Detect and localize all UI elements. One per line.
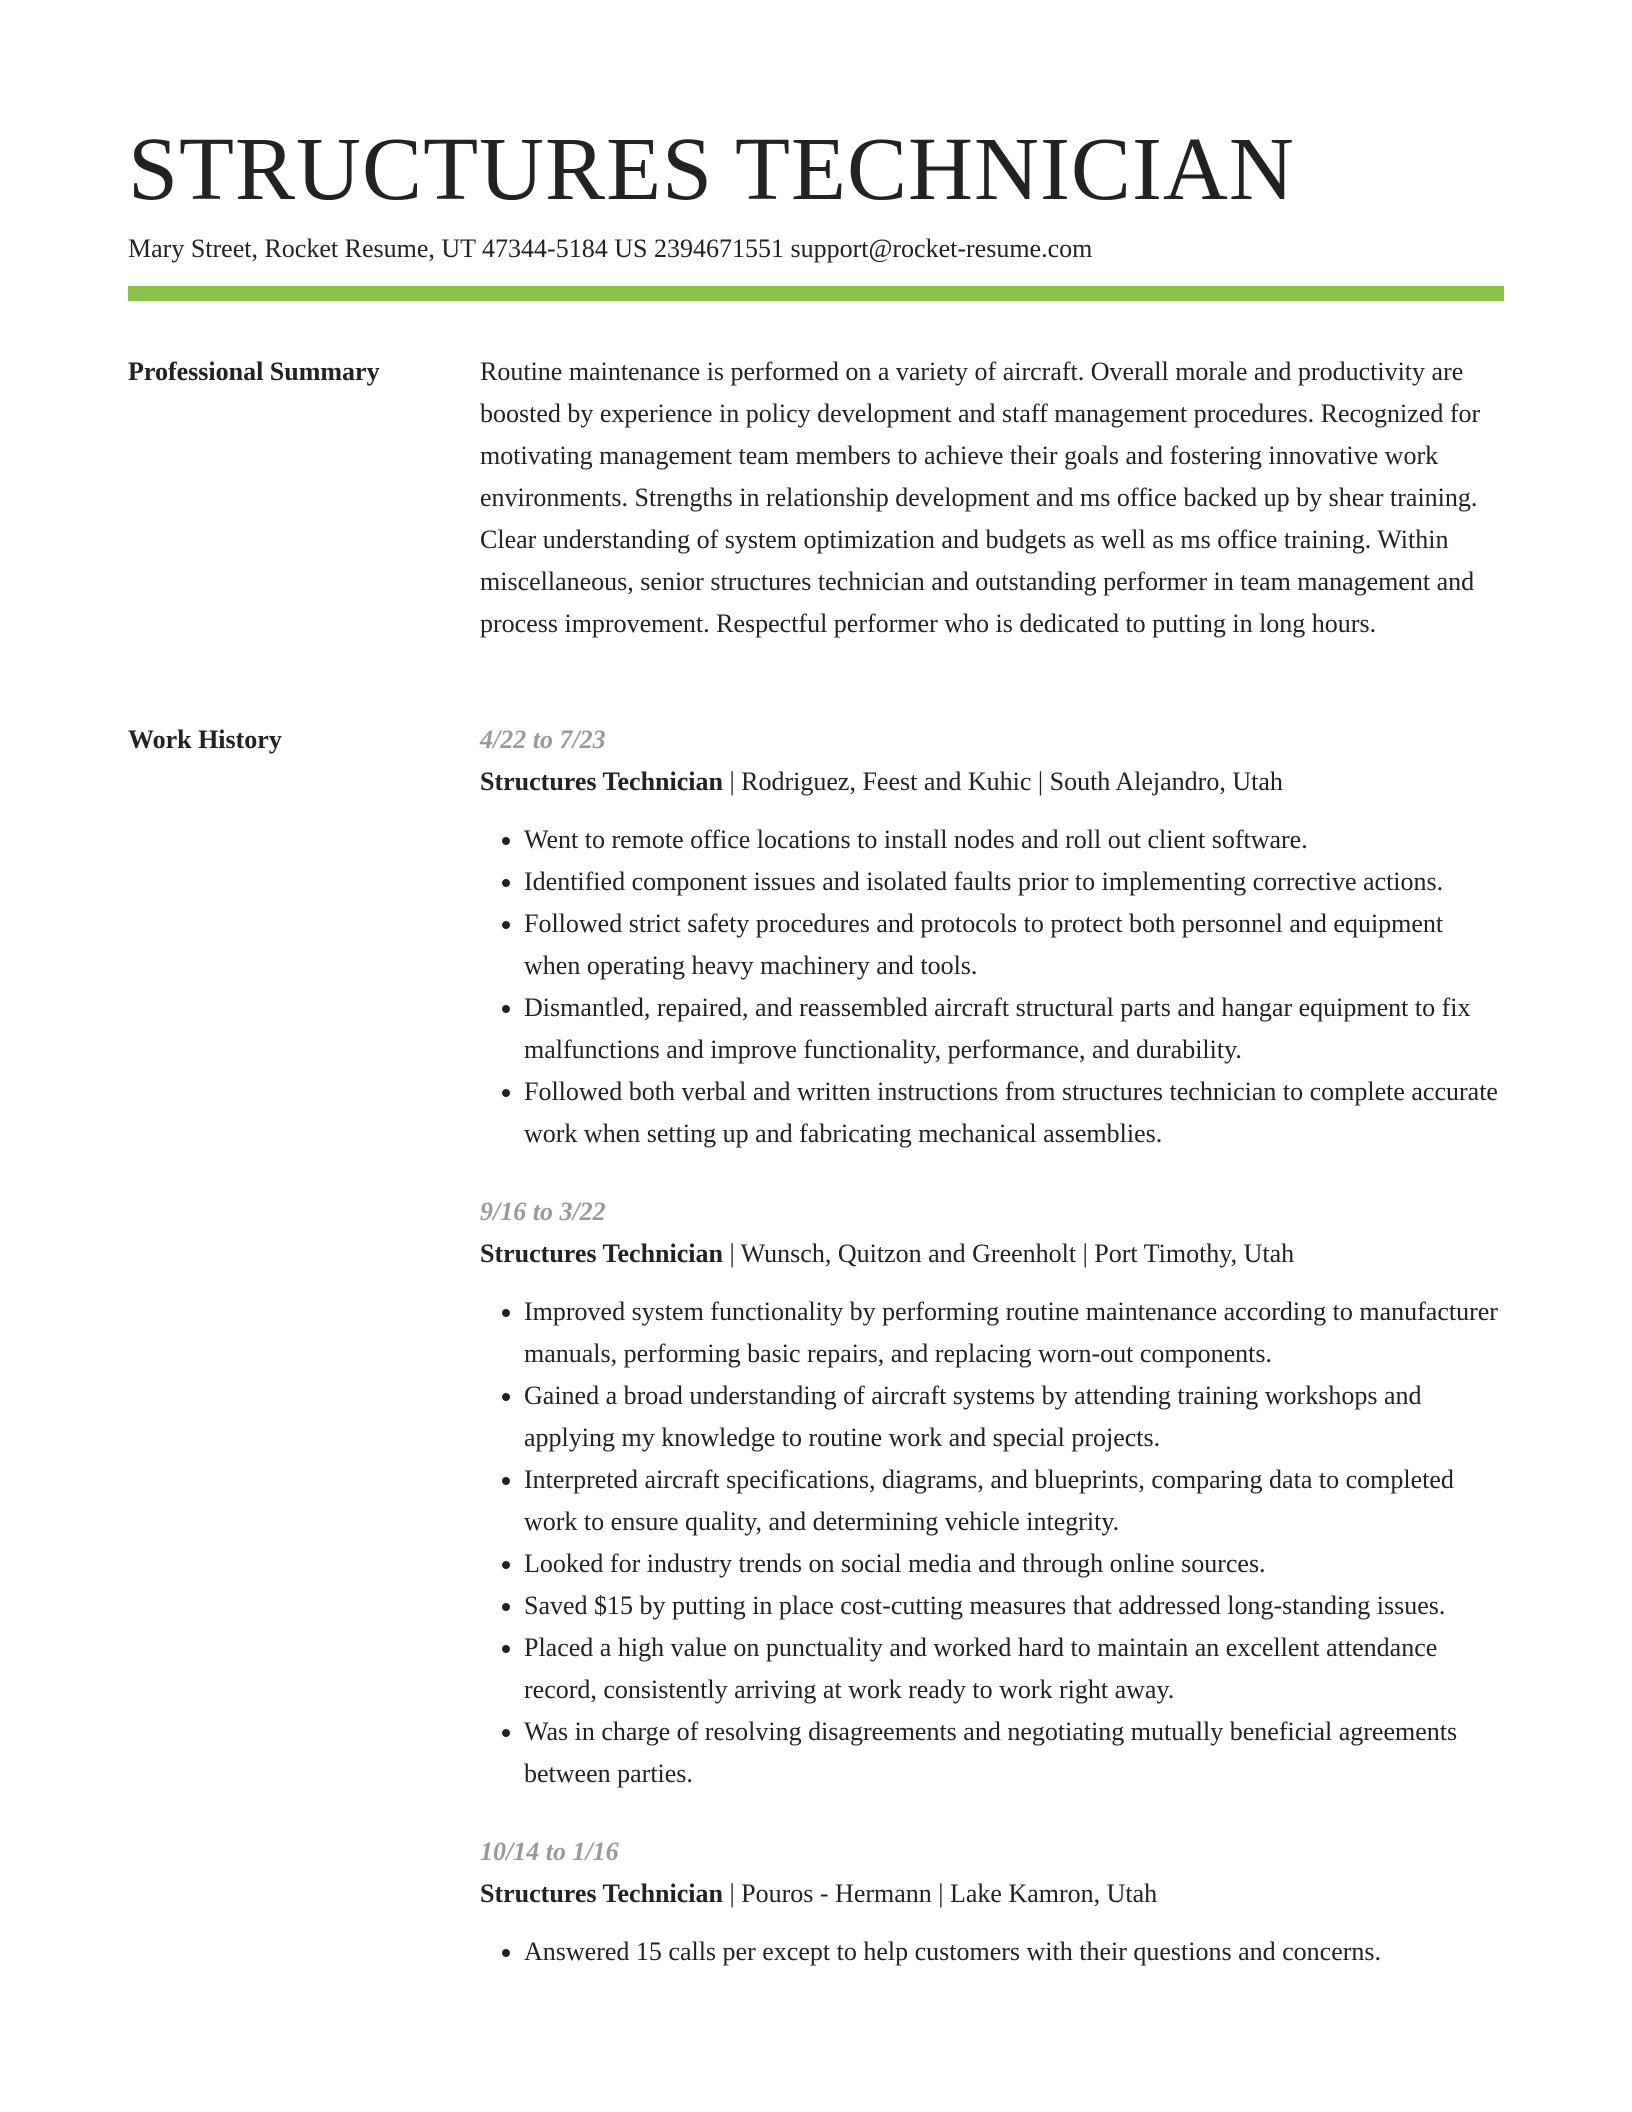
duty-item: • Answered 15 calls per except to help customers with their questions and concerns. xyxy=(524,1931,1504,1973)
duty-item: • Followed strict safety procedures and protocols to protect both personnel and equipment when operating heavy machinery and tools. xyxy=(524,903,1504,987)
duty-item: • Improved system functionality by performing routine maintenance according to manufacturer manuals, performing basic repairs, and replacing worn-out components. xyxy=(524,1291,1504,1375)
job-heading xyxy=(480,1233,1504,1275)
duty-item: • Was in charge of resolving disagreements and negotiating mutually beneficial agreements between parties. xyxy=(524,1711,1504,1795)
job-duties-list xyxy=(480,1931,1504,1973)
resume-title: STRUCTURES TECHNICIAN xyxy=(128,120,1295,219)
duty-item: • Followed both verbal and written instructions from structures technician to complete accurate work when setting up and fabricating mechanical assemblies. xyxy=(524,1071,1504,1155)
job-employer-location: | Pouros - Hermann | Lake Kamron, Utah xyxy=(722,1879,1158,1908)
job-entry xyxy=(480,1191,1504,1795)
job-title: Structures Technician xyxy=(480,767,723,796)
job-dates: 4/22 to 7/23 xyxy=(480,725,606,754)
duty-item: • Placed a high value on punctuality and worked hard to maintain an excellent attendance record, consistently arriving at work ready to work right away. xyxy=(524,1627,1504,1711)
job-duties-list xyxy=(480,1291,1504,1795)
job-employer-location: | Rodriguez, Feest and Kuhic | South Alejandro, Utah xyxy=(722,767,1283,796)
duty-item: • Saved $15 by putting in place cost-cutting measures that addressed long-standing issues. xyxy=(524,1585,1504,1627)
section-heading: Work History xyxy=(128,725,282,754)
duty-item: • Dismantled, repaired, and reassembled aircraft structural parts and hangar equipment to fix malfunctions and improve functionality, performance, and durability. xyxy=(524,987,1504,1071)
job-entry xyxy=(480,1831,1504,1973)
section-heading: Professional Summary xyxy=(128,357,380,386)
duty-item: • Gained a broad understanding of aircraft systems by attending training workshops and applying my knowledge to routine work and special projects. xyxy=(524,1375,1504,1459)
job-duties-list xyxy=(480,819,1504,1155)
job-dates: 9/16 to 3/22 xyxy=(480,1197,606,1226)
accent-divider xyxy=(128,286,1504,301)
job-title: Structures Technician xyxy=(480,1239,723,1268)
job-heading xyxy=(480,1873,1504,1915)
job-heading xyxy=(480,761,1504,803)
summary-text: Routine maintenance is performed on a variety of aircraft. Overall morale and productivity are boosted by experience in policy development and staff management procedures. Recognized for motivating management team members to achieve their goals and fostering innovative work environments. Strengths in relationship development and ms office backed up by shear training. Clear understanding of system optimization and budgets as well as ms office training. Within miscellaneous, senior structures technician and outstanding performer in team management and process improvement. Respectful performer who is dedicated to putting in long hours. xyxy=(480,357,1481,638)
job-title: Structures Technician xyxy=(480,1879,723,1908)
job-list xyxy=(480,719,1504,2009)
job-entry xyxy=(480,719,1504,1155)
duty-item: • Looked for industry trends on social media and through online sources. xyxy=(524,1543,1504,1585)
job-employer-location: | Wunsch, Quitzon and Greenholt | Port Timothy, Utah xyxy=(722,1239,1295,1268)
job-dates: 10/14 to 1/16 xyxy=(480,1837,619,1866)
duty-item: • Identified component issues and isolated faults prior to implementing corrective actions. xyxy=(524,861,1504,903)
duty-item: • Went to remote office locations to install nodes and roll out client software. xyxy=(524,819,1504,861)
contact-info: Mary Street, Rocket Resume, UT 47344-5184 US 2394671551 support@rocket-resume.com xyxy=(128,234,1093,263)
duty-item: • Interpreted aircraft specifications, diagrams, and blueprints, comparing data to completed work to ensure quality, and determining vehicle integrity. xyxy=(524,1459,1504,1543)
